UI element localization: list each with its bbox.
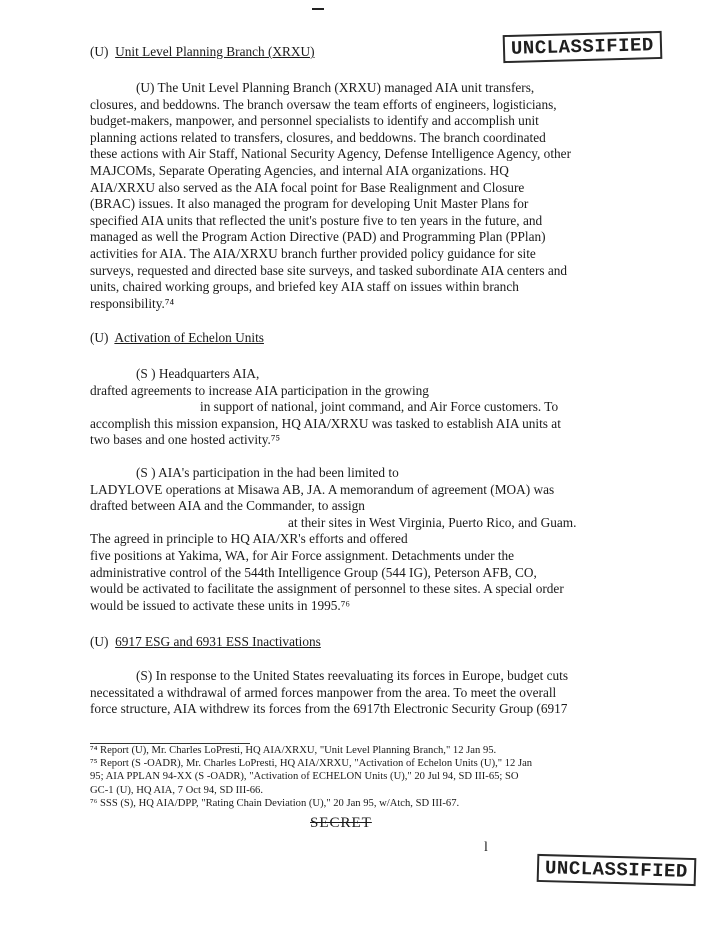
text-line: The agreed in principle to HQ AIA/XR's efforts and offered (90, 531, 408, 547)
unclassified-stamp-top: UNCLASSIFIED (503, 31, 663, 63)
text-line: these actions with Air Staff, National Security Agency, Defense Intelligence Agency, other (90, 146, 572, 162)
text-line: necessitated a withdrawal of armed forces manpower from the area. To meet the overall (90, 684, 557, 700)
section-heading-xrxu (90, 44, 315, 60)
paragraph-echelon-2 (90, 465, 615, 614)
text-line: drafted agreements to increase AIA participation in the growing (90, 382, 429, 398)
text-line: (S) In response to the United States reevaluating its forces in Europe, budget cuts (136, 668, 569, 683)
text-line: AIA/XRXU also served as the AIA focal point for Base Realignment and Closure (90, 179, 525, 195)
text-line: managed as well the Program Action Directive (PAD) and Programming Plan (PPlan) (90, 229, 546, 245)
footnote-line: ⁷⁴ Report (U), Mr. Charles LoPresti, HQ AIA/XRXU, "Unit Level Planning Branch," 12 Jan 95. (90, 745, 497, 756)
top-mark (312, 8, 324, 10)
text-line: (S ) Headquarters AIA, (136, 366, 260, 381)
text-line: budget-makers, manpower, and personnel specialists to identify and accomplish unit (90, 113, 539, 129)
text-line: accomplish this mission expansion, HQ AIA/XRXU was tasked to establish AIA units at (90, 415, 561, 431)
text-line: planning actions related to transfers, closures, and beddowns. The branch coordinated (90, 129, 546, 145)
section-heading-inactivations (90, 634, 321, 650)
paragraph-xrxu (90, 80, 615, 312)
heading-text: 6917 ESG and 6931 ESS Inactivations (115, 634, 321, 649)
text-line: activities for AIA. The AIA/XRXU branch further provided policy guidance for site (90, 245, 536, 261)
footnote-line: 95; AIA PPLAN 94-XX (S -OADR), "Activation of ECHELON Units (U)," 20 Jul 94, SD III-65; SO (90, 771, 519, 783)
text-line: specified AIA units that reflected the unit's posture five to ten years in the future, and (90, 212, 543, 228)
text-line: would be activated to facilitate the assignment of personnel to these sites. A special order (90, 581, 564, 597)
page-number: l (484, 840, 488, 855)
text-line: (BRAC) issues. It also managed the program for developing Unit Master Plans for (90, 196, 529, 212)
text-line: surveys, requested and directed base site surveys, and tasked subordinate AIA centers and (90, 262, 568, 278)
footnote-line: GC-1 (U), HQ AIA, 7 Oct 94, SD III-66. (90, 784, 264, 796)
paragraph-echelon-1 (90, 366, 615, 449)
text-line: responsibility.⁷⁴ (90, 295, 175, 311)
text-line: force structure, AIA withdrew its forces from the 6917th Electronic Security Group (6917 (90, 701, 568, 717)
text-line: LADYLOVE operations at Misawa AB, JA. A memorandum of agreement (MOA) was (90, 481, 555, 497)
heading-marking: (U) (90, 44, 109, 59)
footnote-line: ⁷⁶ SSS (S), HQ AIA/DPP, "Rating Chain Deviation (U)," 20 Jan 95, w/Atch, SD III-67. (90, 797, 460, 809)
text-line: closures, and beddowns. The branch oversaw the team efforts of engineers, logisticians, (90, 96, 557, 112)
text-line: five positions at Yakima, WA, for Air Force assignment. Detachments under the (90, 547, 515, 563)
text-line: two bases and one hosted activity.⁷⁵ (90, 432, 281, 448)
text-line: drafted between AIA and the Commander, to assign (90, 498, 365, 514)
heading-marking: (U) (90, 634, 109, 649)
heading-text: Unit Level Planning Branch (XRXU) (115, 44, 315, 59)
text-line: in support of national, joint command, and Air Force customers. To (200, 399, 559, 415)
text-line: at their sites in West Virginia, Puerto Rico, and Guam. (288, 514, 577, 530)
text-line: (U) The Unit Level Planning Branch (XRXU) managed AIA unit transfers, (136, 80, 535, 95)
text-line: administrative control of the 544th Intelligence Group (544 IG), Peterson AFB, CO, (90, 564, 537, 580)
text-line: MAJCOMs, Separate Operating Agencies, and internal AIA organizations. HQ (90, 162, 509, 178)
heading-text: Activation of Echelon Units (114, 330, 264, 345)
classification-footer: SECRET (310, 815, 372, 831)
unclassified-stamp-bottom: UNCLASSIFIED (537, 854, 697, 886)
footnotes (90, 744, 625, 810)
footnote-line: ⁷⁵ Report (S -OADR), Mr. Charles LoPresti, HQ AIA/XRXU, "Activation of Echelon Units (U)," 12 Jan (90, 758, 533, 770)
heading-marking: (U) (90, 330, 109, 345)
paragraph-inactivations (90, 668, 615, 718)
text-line: units, chaired working groups, and briefed key AIA staff on issues within branch (90, 279, 519, 295)
text-line: would be issued to activate these units in 1995.⁷⁶ (90, 597, 351, 613)
section-heading-echelon (90, 330, 264, 346)
text-line: (S ) AIA's participation in the had been limited to (136, 465, 399, 480)
